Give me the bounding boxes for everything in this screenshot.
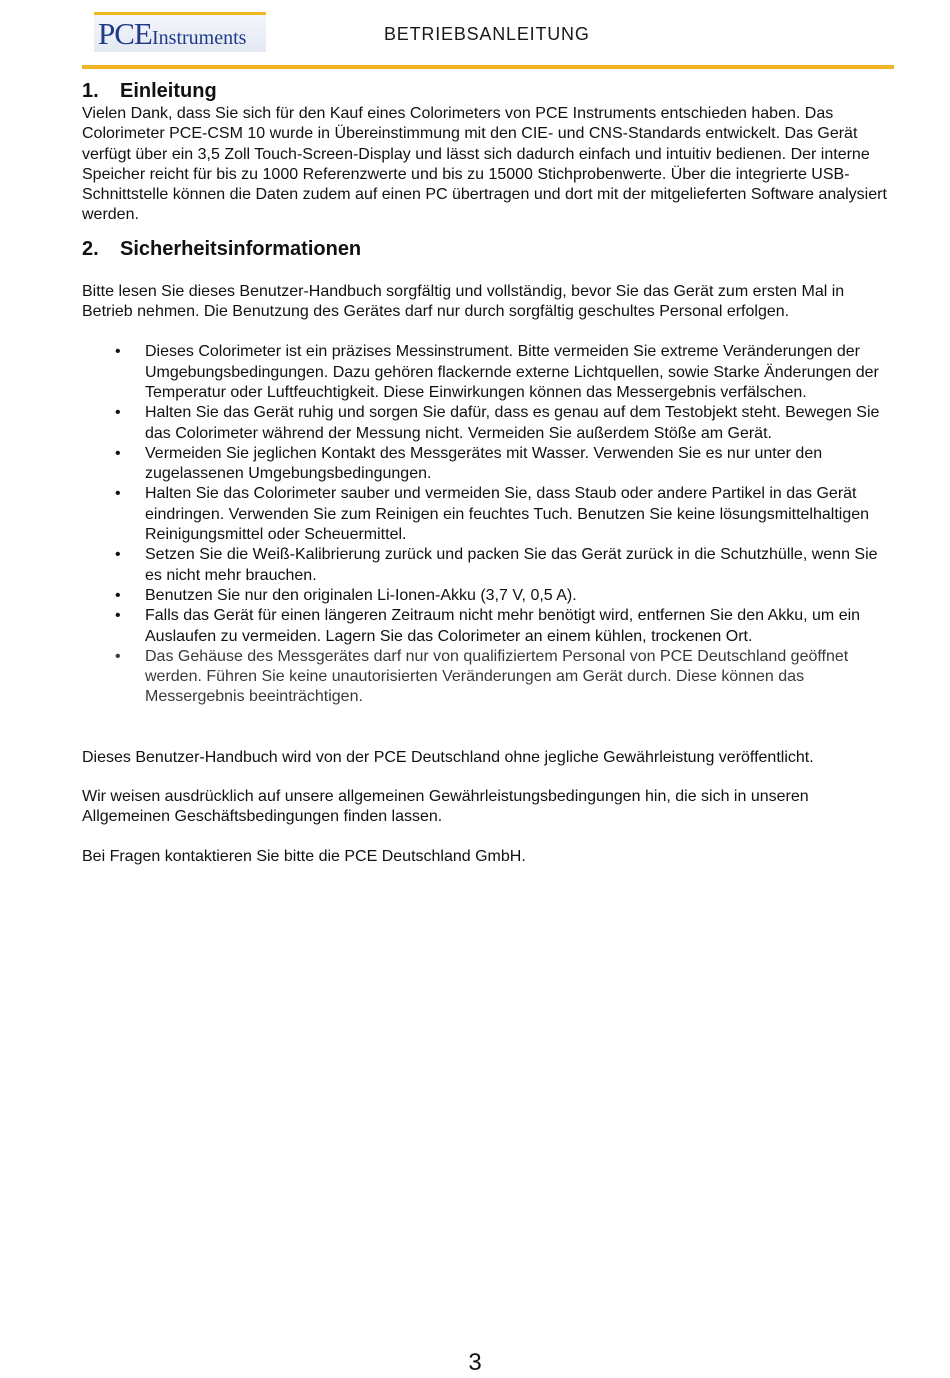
bullet-item bbox=[82, 647, 894, 708]
header-divider bbox=[82, 65, 894, 69]
bullet-text: Vermeiden Sie jeglichen Kontakt des Messgerätes mit Wasser. Verwenden Sie es nur unter den zugelassenen Umgebungsbedingungen. bbox=[145, 444, 823, 483]
page-number: 3 bbox=[468, 1349, 482, 1376]
bullet-text: Falls das Gerät für einen längeren Zeitraum nicht mehr benötigt wird, entfernen Sie den Akku, um ein Auslaufen zu vermeiden. Lagern Sie das Colorimeter an einem kühlen, trockenen Ort. bbox=[145, 607, 861, 645]
section-number: 1. bbox=[82, 80, 99, 102]
bullet-item bbox=[82, 586, 894, 606]
logo-instruments-text: Instruments bbox=[152, 27, 247, 49]
bullet-icon: • bbox=[115, 586, 121, 604]
bullet-item bbox=[82, 606, 894, 647]
warranty-paragraph: Wir weisen ausdrücklich auf unsere allgemeinen Gewährleistungsbedingungen hin, die sich in unseren Allgemeinen Geschäftsbedingungen finden lassen. bbox=[82, 788, 809, 826]
bullet-icon: • bbox=[115, 647, 121, 665]
bullet-icon: • bbox=[115, 546, 121, 564]
section-number: 2. bbox=[82, 237, 99, 260]
pce-instruments-logo bbox=[94, 12, 266, 52]
page-header bbox=[0, 0, 950, 70]
bullet-text: Setzen Sie die Weiß-Kalibrierung zurück und packen Sie das Gerät zurück in die Schutzhülle, wenn Sie es nicht mehr brauchen. bbox=[145, 546, 878, 584]
intro-paragraph: Vielen Dank, dass Sie sich für den Kauf eines Colorimeters von PCE Instruments entschieden haben. Das Colorimeter PCE-CSM 10 wurde in Übereinstimmung mit den CIE- und CNS-Standards entwickelt. Das Gerät verfügt über ein 3,5 Zoll Touch-Screen-Display und lässt sich dadurch einfach und intuitiv bedienen. Der interne Speicher reicht für bis zu 1000 Referenzwerte und bis zu 15000 Stichprobenwerte. Über die integrierte USB-Schnittstelle können die Daten zudem auf einen PC übertragen und dort mit der mitgelieferten Software analysiert werden. bbox=[82, 105, 887, 224]
section-heading-sicherheitsinformationen bbox=[82, 236, 894, 262]
bullet-item bbox=[82, 403, 894, 444]
bullet-icon: • bbox=[115, 444, 121, 462]
bullet-text: Halten Sie das Gerät ruhig und sorgen Sie dafür, dass es genau auf dem Testobjekt steht. Bewegen Sie das Colorimeter während der Messung nicht. Vermeiden Sie außerdem Stöße am Gerät. bbox=[145, 404, 880, 442]
bullet-item bbox=[82, 545, 894, 586]
document-type-title: BETRIEBSANLEITUNG bbox=[384, 24, 590, 44]
bullet-text: Das Gehäuse des Messgerätes darf nur von qualifiziertem Personal von PCE Deutschland geöffnet werden. Führen Sie keine unautorisierten Veränderungen am Gerät durch. Diese können das Messergebnis beeinträchtigen. bbox=[145, 647, 849, 706]
page-content bbox=[82, 78, 894, 867]
contact-paragraph: Bei Fragen kontaktieren Sie bitte die PCE Deutschland GmbH. bbox=[82, 847, 526, 865]
disclaimer-paragraph: Dieses Benutzer-Handbuch wird von der PCE Deutschland ohne jegliche Gewährleistung veröffentlicht. bbox=[82, 748, 814, 766]
bullet-text: Halten Sie das Colorimeter sauber und vermeiden Sie, dass Staub oder andere Partikel in das Gerät eindringen. Verwenden Sie zum Reinigen ein feuchtes Tuch. Benutzen Sie keine lösungsmittelhaltigen Reinigungsmittel oder Scheuermittel. bbox=[145, 485, 870, 544]
safety-intro-paragraph: Bitte lesen Sie dieses Benutzer-Handbuch sorgfältig und vollständig, bevor Sie das Gerät zum ersten Mal in Betrieb nehmen. Die Benutzung des Gerätes darf nur durch sorgfältig geschultes Personal erfolgen. bbox=[82, 282, 845, 321]
bullet-icon: • bbox=[115, 343, 121, 361]
bullet-icon: • bbox=[115, 485, 121, 503]
section-title: Sicherheitsinformationen bbox=[120, 237, 362, 260]
bullet-item bbox=[82, 444, 894, 485]
bullet-item bbox=[82, 484, 894, 545]
section-title: Einleitung bbox=[120, 80, 217, 102]
bullet-icon: • bbox=[115, 404, 121, 422]
bullet-text: Benutzen Sie nur den originalen Li-Ionen-Akku (3,7 V, 0,5 A). bbox=[145, 586, 577, 604]
safety-bullet-list bbox=[82, 342, 894, 707]
bullet-text: Dieses Colorimeter ist ein präzises Messinstrument. Bitte vermeiden Sie extreme Veränderungen der Umgebungsbedingungen. Dazu gehören flackernde externe Lichtquellen, sowie Starke Änderungen der Temperatur oder Luftfeuchtigkeit. Diese Einwirkungen können das Messergebnis verfälschen. bbox=[145, 343, 879, 401]
bullet-item bbox=[82, 342, 894, 403]
logo-pce-text: PCE bbox=[98, 16, 152, 51]
bullet-icon: • bbox=[115, 607, 121, 625]
section-heading-einleitung bbox=[82, 78, 894, 104]
